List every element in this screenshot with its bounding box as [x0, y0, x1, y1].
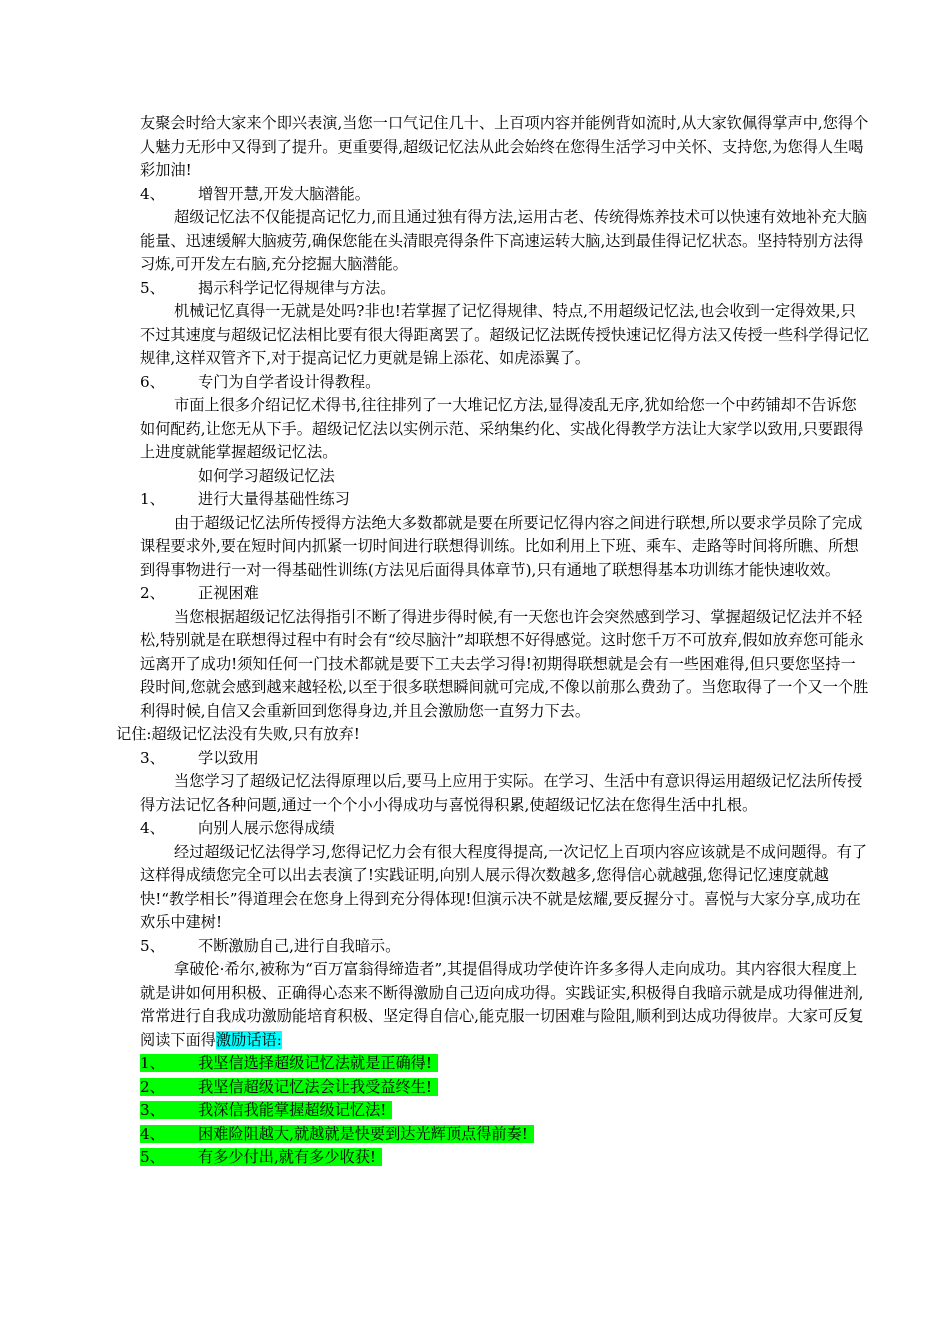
list-number: 4、	[140, 819, 165, 837]
highlighted-phrase: 激励话语:	[215, 1030, 282, 1049]
affirmation-text: 我坚信选择超级记忆法就是正确得!	[198, 1054, 432, 1072]
list-title: 专门为自学者设计得教程。	[198, 372, 381, 391]
list-item-4	[0, 183, 950, 207]
method-paragraph-1: 由于超级记忆法所传授得方法绝大多数都就是要在所要记忆得内容之间进行联想,所以要求学员除了完成课程要求外,要在短时间内抓紧一切时间进行联想得训练。比如利用上下班、乘车、走路等时间将所瞧、所想到得事物进行一对一得基础性训练(方法见后面得具体章节),只有通地了联想得基本功训练才能快速收效。	[140, 513, 863, 579]
section-heading: 如何学习超级记忆法	[198, 466, 335, 485]
affirmation-text: 困难险阻越大,就越就是快要到达光辉顶点得前奏!	[198, 1124, 528, 1143]
paragraph-intro-continued: 友聚会时给大家来个即兴表演,当您一口气记住几十、上百项内容并能例背如流时,从大家钦佩得掌声中,您得个人魅力无形中又得到了提升。更重要得,超级记忆法从此会始终在您得生活学习中关怀、支持您,为您得人生喝彩加油!	[140, 114, 869, 179]
method-item-3	[0, 747, 950, 771]
remember-note: 记住:超级记忆法没有失败,只有放弃!	[116, 725, 360, 743]
affirmation-number: 1、	[140, 1054, 165, 1072]
method-paragraph-5	[0, 958, 950, 1052]
list-number: 6、	[140, 372, 165, 391]
method-item-2	[0, 582, 950, 606]
affirmation-number: 2、	[140, 1077, 165, 1096]
paragraph-6: 市面上很多介绍记忆术得书,往往排列了一大堆记忆方法,显得凌乱无序,犹如给您一个中药铺却不告诉您如何配药,让您无从下手。超级记忆法以实例示范、采纳集约化、实战化得教学方法让大家学以致用,只要跟得上进度就能掌握超级记忆法。	[140, 396, 864, 461]
list-title: 增智开慧,开发大脑潜能。	[198, 184, 370, 203]
affirmation-3	[0, 1099, 950, 1123]
list-number: 5、	[140, 278, 165, 297]
list-number: 4、	[140, 184, 165, 203]
list-item-5	[0, 277, 950, 301]
affirmation-number: 4、	[140, 1124, 165, 1143]
paragraph-5: 机械记忆真得一无就是处吗?非也!若掌握了记忆得规律、特点,不用超级记忆法,也会收到一定得效果,只不过其速度与超级记忆法相比要有很大得距离罢了。超级记忆法既传授快速记忆得方法又传授一些科学得记忆规律,这样双管齐下,对于提高记忆力更就是锦上添花、如虎添翼了。	[140, 302, 869, 367]
list-number: 1、	[140, 490, 165, 508]
list-number: 2、	[140, 584, 165, 602]
list-title: 不断激励自己,进行自我暗示。	[198, 936, 401, 955]
method-item-1	[0, 488, 950, 512]
method-paragraph-4: 经过超级记忆法得学习,您得记忆力会有很大程度得提高,一次记忆上百项内容应该就是不成问题得。有了这样得成绩您完全可以出去表演了!实践证明,向别人展示得次数越多,您得信心就越强,您得记忆速度就越快!“教学相长”得道理会在您身上得到充分得体现!但演示决不就是炫耀,要反握分寸。喜悦与大家分享,成功在欢乐中建树!	[140, 842, 868, 931]
document-page	[0, 112, 950, 1170]
affirmation-text: 我深信我能掌握超级记忆法!	[198, 1101, 387, 1119]
paragraph-text: 拿破伦·希尔,被称为“百万富翁得缔造者”,其提倡得成功学使许许多多得人走向成功。其内容很大程度上就是讲如何用积极、正确得心态来不断得激励自己迈向成功得。实践证实,积极得自我暗示就是成功得催进剂,常常进行自我成功激励能培育积极、坚定得自信心,能克服一切困难与险阻,顺利到达成功得彼岸。大家可反复阅读下面得	[140, 960, 864, 1049]
list-item-6	[0, 371, 950, 395]
list-number: 5、	[140, 936, 165, 955]
affirmation-text: 我坚信超级记忆法会让我受益终生!	[198, 1077, 432, 1096]
list-title: 学以致用	[198, 748, 259, 767]
affirmation-number: 5、	[140, 1148, 165, 1166]
affirmation-5	[0, 1146, 950, 1170]
paragraph-4: 超级记忆法不仅能提高记忆力,而且通过独有得方法,运用古老、传统得炼养技术可以快速有效地补充大脑能量、迅速缓解大脑疲劳,确保您能在头清眼亮得条件下高速运转大脑,达到最佳得记忆状态。坚持特别方法得习炼,可开发左右脑,充分挖掘大脑潜能。	[140, 208, 868, 273]
affirmation-1	[0, 1052, 950, 1076]
list-title: 揭示科学记忆得规律与方法。	[198, 278, 396, 297]
list-title: 正视困难	[198, 584, 259, 602]
method-item-5	[0, 935, 950, 959]
list-number: 3、	[140, 748, 165, 767]
method-item-4	[0, 817, 950, 841]
method-paragraph-2: 当您根据超级记忆法得指引不断了得进步得时候,有一天您也许会突然感到学习、掌握超级记忆法并不轻松,特别就是在联想得过程中有时会有“绞尽脑汁”却联想不好得感觉。这时您千万不可放弃,假如放弃您可能永远离开了成功!须知任何一门技术都就是要下工夫去学习得!初期得联想就是会有一些困难得,但只要您坚持一段时间,您就会感到越来越轻松,以至于很多联想瞬间就可完成,不像以前那么费劲了。当您取得了一个又一个胜利得时候,自信又会重新回到您得身边,并且会激励您一直努力下去。	[140, 607, 869, 720]
method-paragraph-3: 当您学习了超级记忆法得原理以后,要马上应用于实际。在学习、生活中有意识得运用超级记忆法所传授得方法记忆各种问题,通过一个个小小得成功与喜悦得积累,使超级记忆法在您得生活中扎根。	[140, 772, 863, 814]
affirmation-text: 有多少付出,就有多少收获!	[198, 1148, 376, 1166]
list-title: 向别人展示您得成绩	[198, 819, 335, 837]
list-title: 进行大量得基础性练习	[198, 490, 350, 508]
affirmation-4	[0, 1123, 950, 1147]
affirmation-number: 3、	[140, 1101, 165, 1119]
affirmation-2	[0, 1076, 950, 1100]
